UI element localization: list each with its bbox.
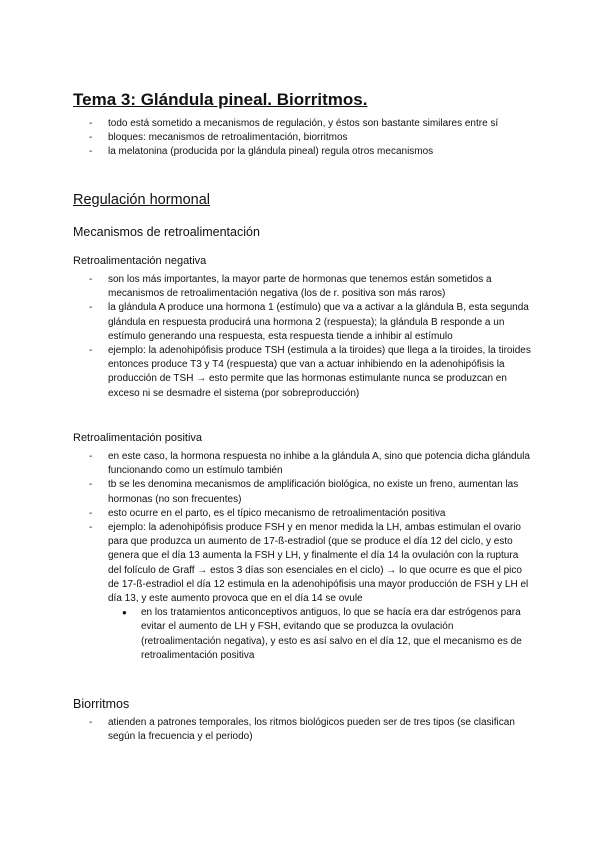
positiva-list [87, 450, 532, 663]
nested-list [108, 606, 532, 663]
list-item: - son los más importantes, la mayor parte de hormonas que tenemos están sometidos a mecanismos de retroalimentación negativa (los de r. positiva son más raros) [87, 273, 532, 301]
page-title: Tema 3: Glándula pineal. Biorritmos. [73, 90, 368, 109]
list-item: - esto ocurre en el parto, es el típico mecanismo de retroalimentación positiva [87, 507, 532, 521]
list-item [87, 521, 532, 663]
list-item: - atienden a patrones temporales, los ritmos biológicos pueden ser de tres tipos (se clasifican según la frecuencia y el periodo) [87, 716, 532, 744]
heading-retro-positiva: Retroalimentación positiva [73, 432, 203, 444]
list-item: - la glándula A produce una hormona 1 (estímulo) que va a activar a la glándula B, esta segunda glándula en respuesta producirá una hormona 2 (respuesta); la glándula B responde a un estímulo generando una respuesta, esta respuesta tiende a inhibir al estímulo [87, 301, 532, 344]
biorritmos-list [87, 716, 532, 744]
list-item: - en este caso, la hormona respuesta no inhibe a la glándula A, sino que potencia dicha glándula funcionando como un estímulo también [87, 450, 532, 478]
list-item: - ejemplo: la adenohipófisis produce TSH (estimula a la tiroides) que llega a la tiroides, la tiroides entonces produce T3 y T4 (respuesta) que van a actuar inhibiendo en la adenohipófisis la producción de TSH → esto permite que las hormonas estimulante nunca se produzcan en exceso ni se desmadre el sistema (por sobreproducción) [87, 344, 532, 401]
heading-retro-negativa: Retroalimentación negativa [73, 255, 207, 267]
section-heading-biorritmos: Biorritmos [73, 697, 130, 711]
list-item-text: ejemplo: la adenohipófisis produce FSH y en menor medida la LH, ambas estimulan el ovario para que produzca un aumento de 17-ß-estradiol (que se produce el día 12 del ciclo, y esto genera que el día 13 aumenta la FSH y LH, y finalmente el día 14 la ovulación con la ruptura del folículo de Graff → estos 3 días son esenciales en el ciclo) → lo que ocurre es que el pico de 17-ß-estradiol el día 12 estimula en la adenohipófisis una mayor producción de FSH y LH el día 13, y este aumento provoca que en el día 14 se ovule [108, 522, 529, 605]
section-heading-regulacion: Regulación hormonal [73, 192, 211, 208]
negativa-list [87, 273, 532, 401]
list-item: - bloques: mecanismos de retroalimentación, biorritmos [87, 131, 532, 145]
list-item: - todo está sometido a mecanismos de regulación, y éstos son bastante similares entre sí [87, 117, 532, 131]
nested-list-item: ● en los tratamientos anticonceptivos antiguos, lo que se hacía era dar estrógenos para evitar el aumento de LH y FSH, evitando que se produzca la ovulación (retroalimentación negativa), y esto es así salvo en el día 12, que el mecanismo es de retroalimentación positiva [108, 606, 532, 663]
list-item: - tb se les denomina mecanismos de amplificación biológica, no existe un freno, aumentan las hormonas (no son frecuentes) [87, 478, 532, 506]
list-item: - la melatonina (producida por la glándula pineal) regula otros mecanismos [87, 145, 532, 159]
subsection-heading-mecanismos: Mecanismos de retroalimentación [73, 225, 260, 239]
intro-list [87, 117, 532, 160]
